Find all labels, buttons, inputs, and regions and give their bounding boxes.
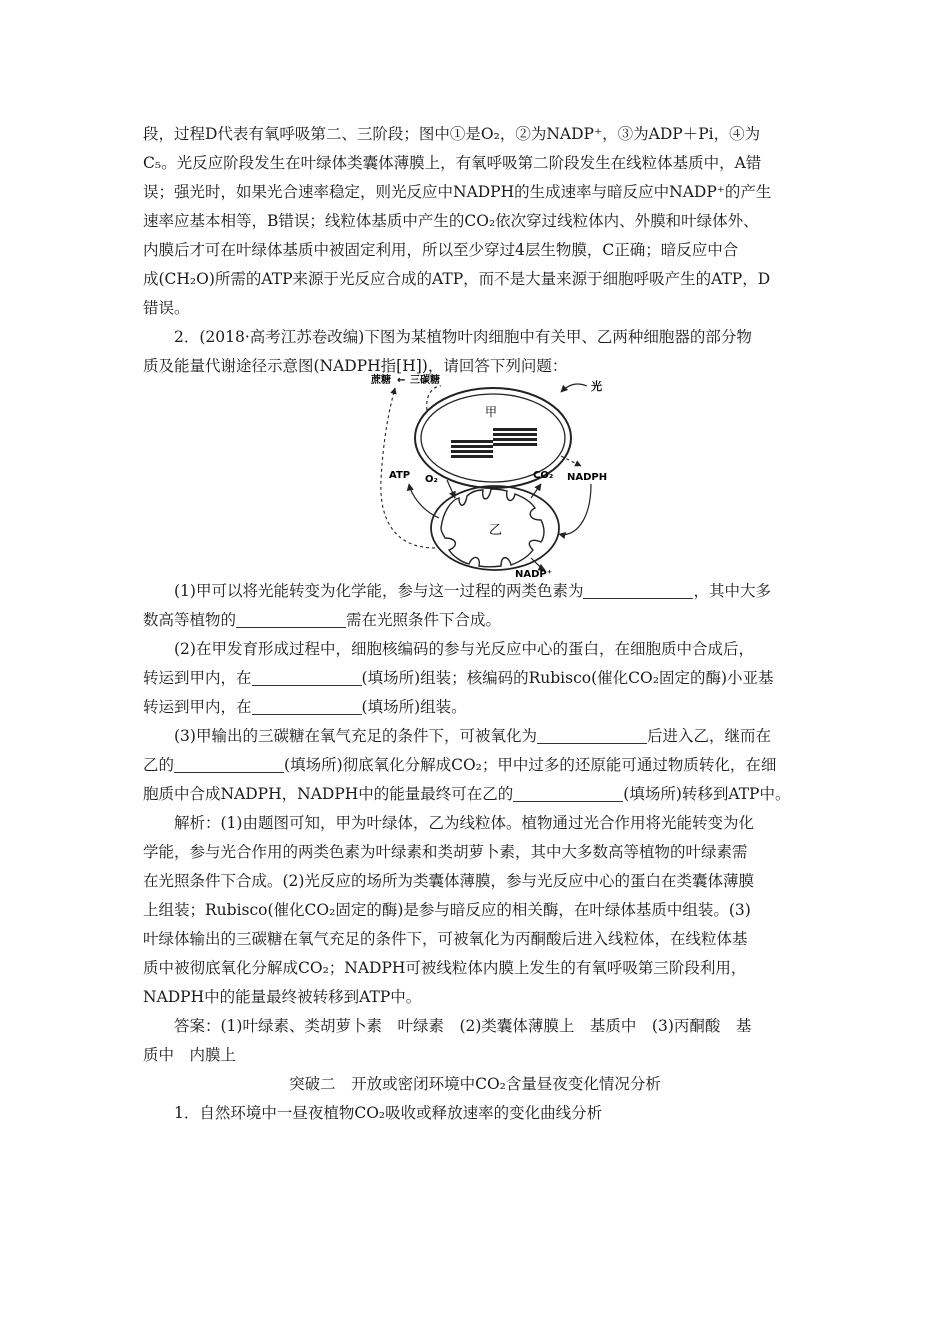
analysis-line: NADPH中的能量最终被转移到ATP中。 [143, 988, 422, 1006]
label-atp: ATP [389, 470, 411, 481]
answer-blank[interactable] [537, 727, 647, 744]
label-co2: CO₂ [533, 470, 554, 481]
text-line: C₅。光反应阶段发生在叶绿体类囊体薄膜上，有氧呼吸第二阶段发生在线粒体基质中，A错 [143, 154, 762, 172]
organelle-metabolism-diagram [355, 370, 625, 578]
subquestion-2: 转运到甲内，在 (填场所)组装；核编码的Rubisco(催化CO₂固定的酶)小亚基 [143, 669, 774, 687]
answer-blank[interactable] [252, 698, 362, 715]
text-line: 成(CH₂O)所需的ATP来源于光反应合成的ATP，而不是大量来源于细胞呼吸产生的ATP，D [143, 270, 771, 288]
label-arrow: ← [397, 375, 406, 386]
question-stem: 质及能量代谢途径示意图(NADPH指[H])，请回答下列问题： [143, 357, 568, 375]
answer-blank[interactable] [174, 756, 284, 773]
text-line: 速率应基本相等，B错误；线粒体基质中产生的CO₂依次穿过线粒体内、外膜和叶绿体外、 [143, 212, 759, 230]
subquestion-2: (2)在甲发育形成过程中，细胞核编码的参与光反应中心的蛋白，在细胞质中合成后， [174, 640, 754, 658]
subquestion-2: 转运到甲内，在 (填场所)组装。 [143, 698, 467, 716]
analysis-line: 质中被彻底氧化分解成CO₂；NADPH可被线粒体内膜上发生的有氧呼吸第三阶段利用， [143, 959, 747, 977]
section-title: 突破二 开放或密闭环境中CO₂含量昼夜变化情况分析 [289, 1075, 661, 1093]
answer-blank[interactable] [513, 785, 623, 802]
label-jia: 甲 [485, 405, 498, 419]
text-line: 内膜后才可在叶绿体基质中被固定利用，所以至少穿过4层生物膜，C正确；暗反应中合 [143, 241, 739, 259]
question-stem: 2．(2018·高考江苏卷改编)下图为某植物叶肉细胞中有关甲、乙两种细胞器的部分物 [174, 328, 752, 346]
label-nadp: NADP⁺ [515, 569, 553, 578]
section-item: 1．自然环境中一昼夜植物CO₂吸收或释放速率的变化曲线分析 [174, 1104, 603, 1122]
label-sucrose: 蔗糖 [371, 375, 391, 386]
answer-blank[interactable] [583, 582, 693, 599]
label-nadph: NADPH [567, 472, 608, 483]
text-line: 误；强光时，如果光合速率稳定，则光反应中NADPH的生成速率与暗反应中NADP⁺的产生 [143, 183, 772, 201]
thylakoid-grana-right [493, 428, 537, 446]
thylakoid-grana-left [451, 440, 493, 458]
answer-blank[interactable] [236, 611, 346, 628]
subquestion-3: 胞质中合成NADPH，NADPH中的能量最终可在乙的 (填场所)转移到ATP中。 [143, 785, 791, 803]
answer-blank[interactable] [252, 669, 362, 686]
subquestion-3: 乙的 (填场所)彻底氧化分解成CO₂；甲中过多的还原能可通过物质转化，在细 [143, 756, 777, 774]
answer-line: 质中 内膜上 [143, 1046, 237, 1064]
label-triose: 三碳糖 [410, 375, 440, 386]
analysis-line: 叶绿体输出的三碳糖在氧气充足的条件下，可被氧化为丙酮酸后进入线粒体，在线粒体基 [143, 930, 748, 948]
subquestion-3: (3)甲输出的三碳糖在氧气充足的条件下，可被氧化为 后进入乙，继而在 [174, 727, 771, 745]
analysis-line: 学能，参与光合作用的两类色素为叶绿素和类胡萝卜素，其中大多数高等植物的叶绿素需 [143, 843, 748, 861]
label-o2: O₂ [425, 474, 438, 485]
text-line: 错误。 [143, 299, 190, 317]
label-light: 光 [591, 380, 602, 393]
subquestion-1: 数高等植物的 需在光照条件下合成。 [143, 611, 502, 629]
analysis-line: 解析：(1)由题图可知，甲为叶绿体，乙为线粒体。植物通过光合作用将光能转变为化 [174, 814, 754, 832]
analysis-line: 上组装；Rubisco(催化CO₂固定的酶)是参与暗反应的相关酶，在叶绿体基质中组装。(3) [143, 901, 751, 919]
answer-line: 答案：(1)叶绿素、类胡萝卜素 叶绿素 (2)类囊体薄膜上 基质中 (3)丙酮酸 基 [174, 1017, 752, 1035]
analysis-line: 在光照条件下合成。(2)光反应的场所为类囊体薄膜，参与光反应中心的蛋白在类囊体薄膜 [143, 872, 754, 890]
subquestion-1: (1)甲可以将光能转变为化学能，参与这一过程的两类色素为 ，其中大多 [174, 582, 771, 600]
label-yi: 乙 [489, 523, 503, 538]
text-line: 段，过程D代表有氧呼吸第二、三阶段；图中①是O₂，②为NADP⁺，③为ADP＋Pi，④为 [143, 125, 761, 143]
